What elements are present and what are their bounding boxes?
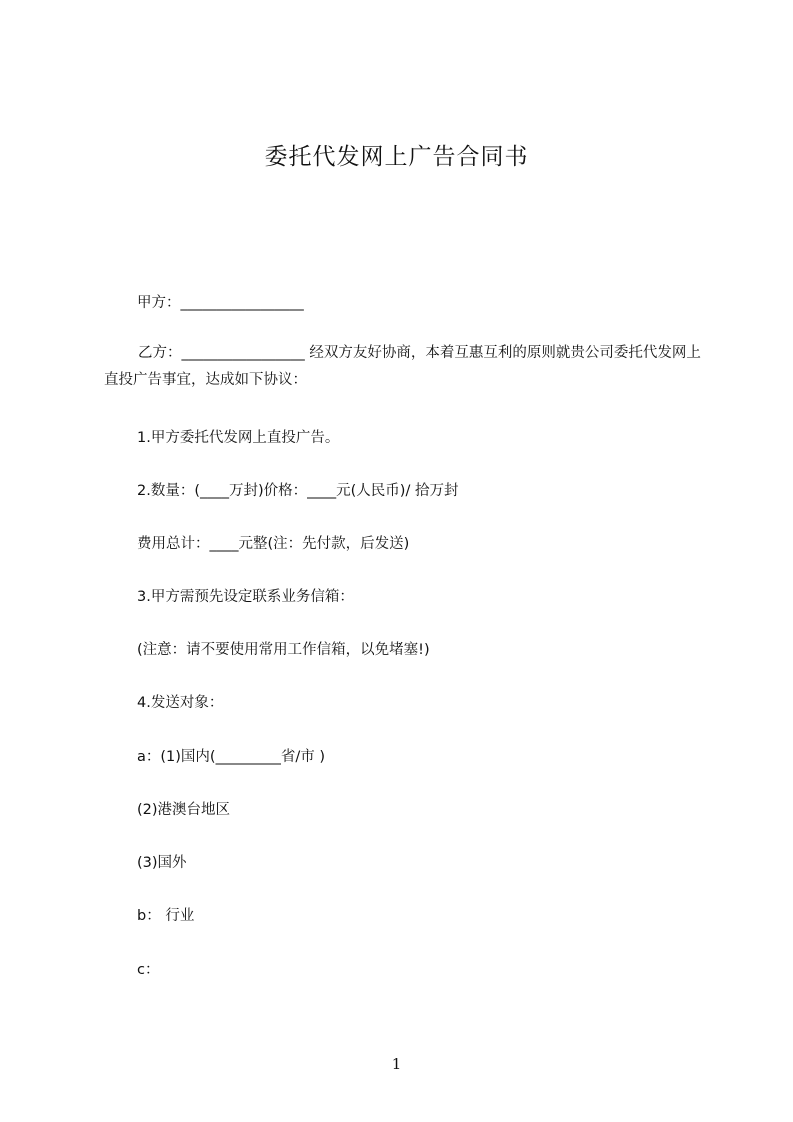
target-a-hk-macau-taiwan: (2)港澳台地区 xyxy=(137,802,231,818)
document-title: 委托代发网上广告合同书 xyxy=(264,144,529,170)
page-number: 1 xyxy=(391,1055,402,1073)
clause-3-mailbox: 3.甲方需预先设定联系业务信箱： xyxy=(137,589,354,605)
clause-2-quantity-price: 2.数量：(____万封)价格：____元(人民币)/ 拾万封 xyxy=(137,483,459,499)
party-a-line: 甲方：_________________ xyxy=(137,295,304,311)
target-a-foreign: (3)国外 xyxy=(137,855,187,871)
party-b-intro-paragraph: 乙方：_________________ 经双方友好协商，本着互惠互利的原则就贵公司委托代发网上直投广告事宜，达成如下协议： xyxy=(104,345,701,388)
target-a-domestic: a：(1)国内(_________省/市 ) xyxy=(137,749,325,765)
clause-4-targets: 4.发送对象： xyxy=(137,695,224,711)
total-cost-line: 费用总计：____元整(注：先付款，后发送) xyxy=(137,536,410,552)
target-b-industry: b： 行业 xyxy=(137,908,195,924)
target-c: c： xyxy=(137,962,160,978)
mailbox-notice: (注意：请不要使用常用工作信箱，以免堵塞!) xyxy=(137,642,430,658)
clause-1: 1.甲方委托代发网上直投广告。 xyxy=(137,430,340,446)
